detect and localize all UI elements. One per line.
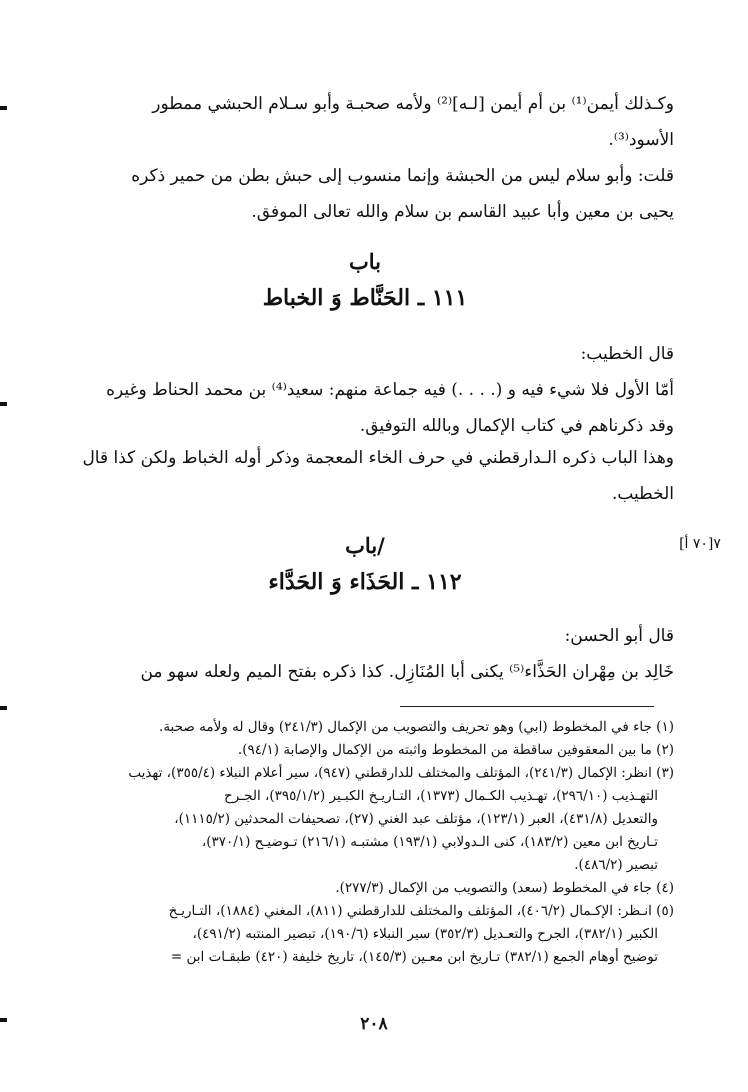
text-line: الخطيب. (611, 484, 674, 504)
footnote-line: (٤) جاء في المخطوط (سعد) والتصويب من الإكمال (٢٧٧/٣). (335, 880, 674, 896)
edge-mark (0, 402, 7, 406)
footnote-divider (400, 706, 654, 707)
text-line: قلت: وأبو سلام ليس من الحبشة وإنما منسوب إلى حبش بطن من حمير ذكره (131, 166, 674, 186)
para-1 (56, 86, 674, 158)
footnote-line: تبصير (٤٨٦/٢). (574, 857, 658, 873)
section-112 (56, 528, 674, 600)
text-line: أمّا الأول فلا شيء فيه و (. . . .) فيه جماعة منهم: سعيد⁽⁴⁾ بن محمد الحناط وغيره (106, 380, 674, 400)
footnote-line: التهـذيب (٢٩٦/١٠)، تهـذيب الكـمال (١٣٧٣)، التـاريـخ الكبـير (٣٩٥/١/٢)، الجـرح (224, 788, 658, 804)
footnote-line: توضيح أوهام الجمع (٣٨٢/١) تـاريخ ابن معـين (١٤٥/٣)، تاريخ خليفة (٤٢٠) طبقـات ابن = (170, 949, 658, 965)
footnote-line: (٣) انظر: الإكمال (٢٤١/٣)، المؤتلف والمختلف للدارقطني (٩٤٧)، سير أعلام النبلاء (٣٥٥/٤)، تهذيب (128, 765, 674, 781)
margin-folio-note: ٧[٧٠ أ] (679, 536, 721, 552)
section-heading: ١١١ ـ الحَنَّاط وَ الخباط (262, 285, 468, 311)
text-line: وكـذلك أيمن⁽¹⁾ بن أم أيمن [لـه]⁽²⁾ ولأمه صحبـة وأبو سـلام الحبشي ممطور (152, 94, 674, 114)
footnote-line: والتعديل (٤٣١/٨)، العبر (١٢٣/١)، مؤتلف عبد الغني (٢٧)، تصحيفات المحدثين (١١١٥/٢)، (174, 811, 658, 827)
footnote-line: (٢) ما بين المعقوفين ساقطة من المخطوط واثبته من الإكمال والإصابة (٩٤/١). (237, 742, 674, 758)
text-line: وهذا الباب ذكره الـدارقطني في حرف الخاء المعجمة وذكر أوله الخباط ولكن كذا قال (82, 448, 674, 468)
speaker-line: قال أبو الحسن: (564, 626, 674, 646)
footnote-line: الكبير (٣٨٢/١)، الجرح والتعـديل (٣٥٢/٣) سير النبلاء (١٩٠/٦)، تبصير المنتبه (٤٩١/٢)، (192, 926, 658, 942)
section-111 (56, 244, 674, 316)
edge-mark (0, 106, 7, 110)
bab-label: باب (348, 249, 381, 274)
section-heading: ١١٢ ـ الحَذَاء وَ الحَدَّاء (268, 569, 462, 595)
text-line: يحيى بن معين وأبا عبيد القاسم بن سلام والله تعالى الموفق. (251, 202, 674, 222)
speaker-line: قال الخطيب: (580, 344, 674, 364)
bab-label: /باب (345, 533, 385, 558)
para-2 (56, 158, 674, 230)
text-line: وقد ذكرناهم في كتاب الإكمال وبالله التوفيق. (359, 416, 674, 436)
para-3 (56, 336, 674, 444)
footnote-line: تـاريخ ابن معين (١٨٣/٢)، كنى الـدولابي (١٩٣/١) مشتبـه (٢١٦/١) تـوضيـح (٣٧٠/١)، (201, 834, 658, 850)
footnote-line: (٥) انـظر: الإكـمال (٤٠٦/٢)، المؤتلف والمختلف للدارقطني (٨١١)، المغني (١٨٨٤)، التـاريـخ (168, 903, 674, 919)
footnote-line: (١) جاء في المخطوط (ابي) وهو تحريف والتصويب من الإكمال (٢٤١/٣) وقال له ولأمه صحبة. (159, 719, 674, 735)
edge-mark (0, 1018, 7, 1022)
text-line: خَالِد بن مِهْران الحَذَّاء⁽⁵⁾ يكنى أبا المُنَازِل. كذا ذكره بفتح الميم ولعله سهو من (140, 662, 674, 682)
edge-mark (0, 706, 7, 710)
footnotes (56, 716, 674, 969)
para-5 (56, 618, 674, 690)
text-line: الأسود⁽³⁾. (608, 130, 674, 150)
para-4 (56, 440, 674, 512)
page-number: ٢٠٨ (360, 1014, 388, 1034)
